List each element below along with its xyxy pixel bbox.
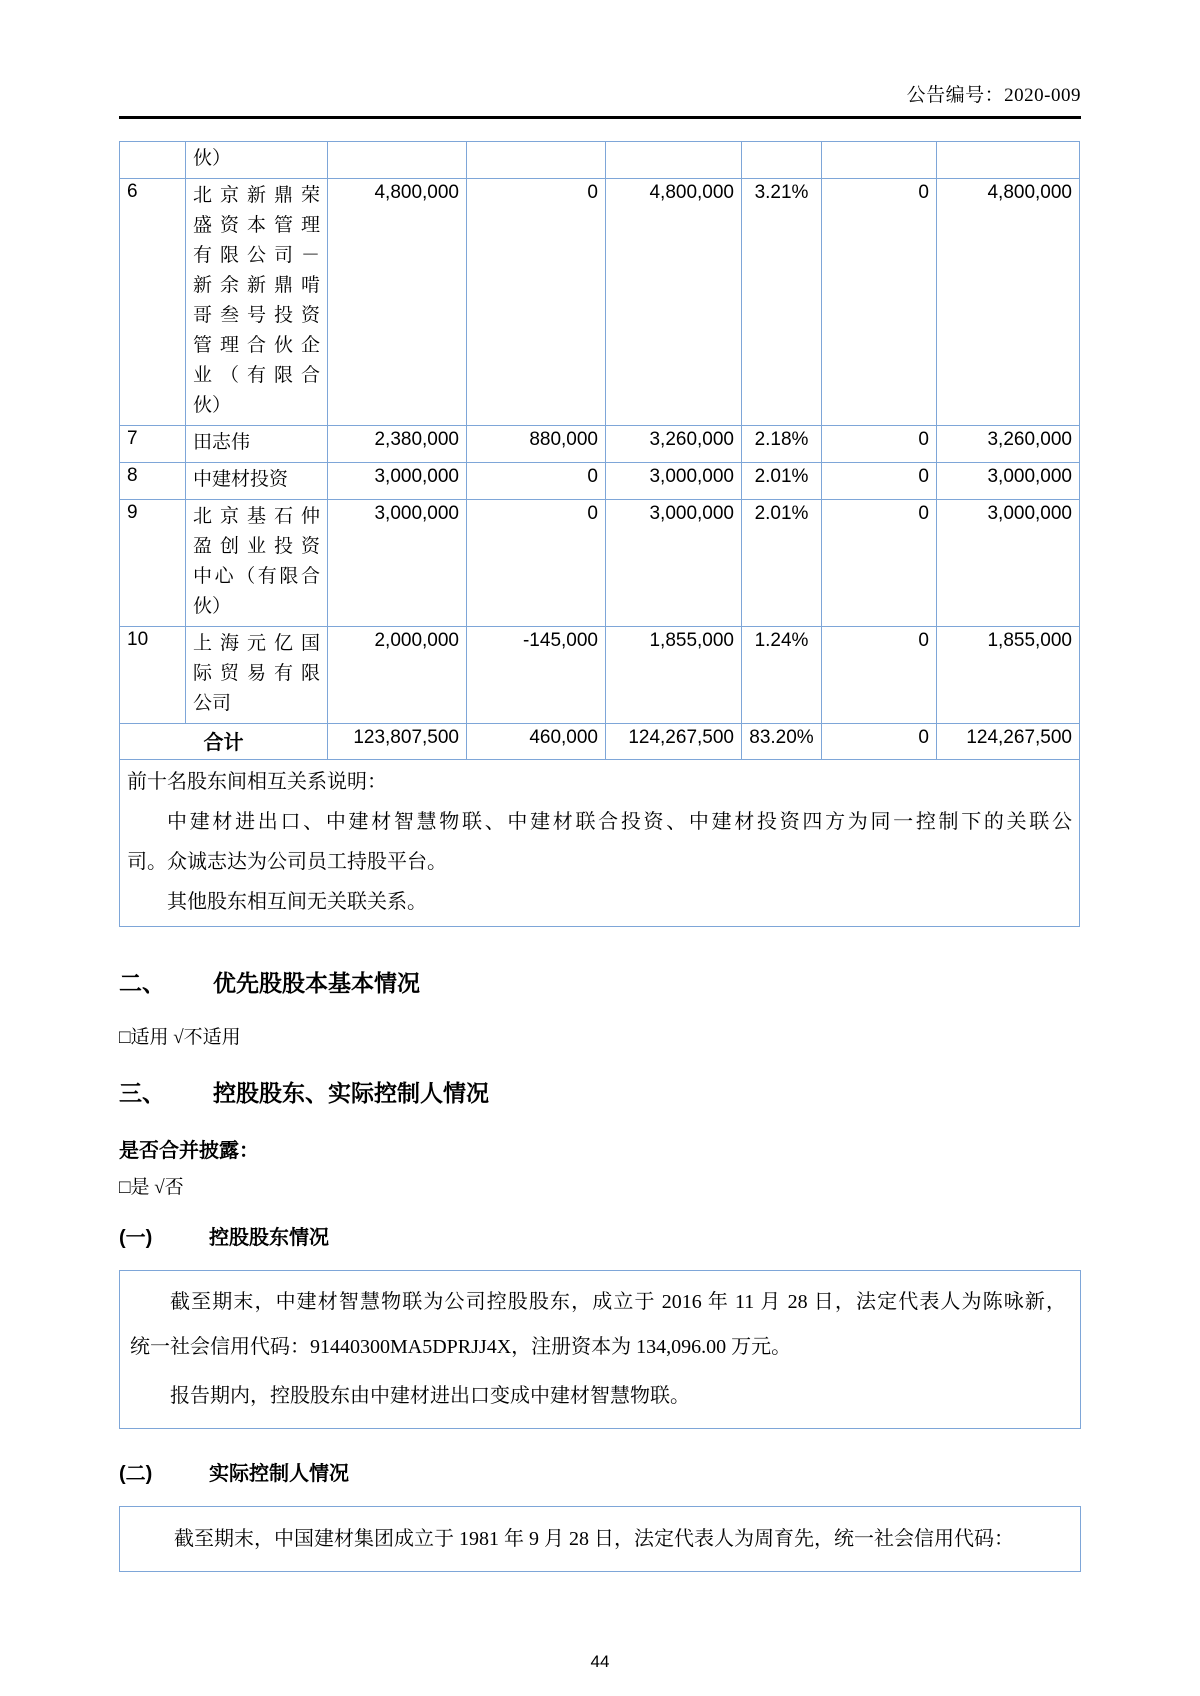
shareholder-name: 北京基石仲 盈创业投资 中心（有限合 伙） [186,500,328,627]
shares-end [606,142,742,179]
shares-change: 880,000 [467,426,606,463]
actual-controller-box [119,1506,1081,1572]
row-index: 8 [120,463,186,500]
subsection-2-title: 实际控制人情况 [209,1463,349,1485]
shareholder-name: 北京新鼎荣 盛资本管理 有限公司－ 新余新鼎啃 哥叁号投资 管理合伙企 业（有限合 伙） [186,179,328,426]
shares-begin: 3,000,000 [328,463,467,500]
table-row [120,179,1080,426]
shares-end: 3,260,000 [606,426,742,463]
shares-begin: 2,380,000 [328,426,467,463]
shareholder-name: 田志伟 [186,426,328,463]
shares-change: -145,000 [467,627,606,724]
page-header [119,0,1081,107]
table-total-row [120,724,1080,760]
top-shareholders-table [119,141,1080,927]
notice-number: 公告编号：2020-009 [906,85,1081,106]
notes-paragraph-1: 中建材进出口、中建材智慧物联、中建材联合投资、中建材投资四方为同一控制下的关联公 司。众诚志达为公司员工持股平台。 [127,811,1072,873]
row-index: 9 [120,500,186,627]
shares-ratio: 2.01% [742,500,822,627]
page-content [119,0,1081,1672]
notes-title: 前十名股东间相互关系说明： [127,771,387,793]
row-index [120,142,186,179]
shares-change: 0 [467,463,606,500]
shares-pledged [822,142,937,179]
subsection-1-title: 控股股东情况 [209,1227,329,1249]
shares-end: 1,855,000 [606,627,742,724]
shares-pledged: 0 [822,179,937,426]
shares-unrestricted [937,142,1080,179]
shares-end: 3,000,000 [606,500,742,627]
shares-ratio: 3.21% [742,179,822,426]
section-2-number: 二、 [119,970,165,996]
shares-begin: 2,000,000 [328,627,467,724]
controlling-shareholder-paragraph-2: 报告期内，控股股东由中建材进出口变成中建材智慧物联。 [170,1385,690,1407]
total-shares-unrestricted: 124,267,500 [937,724,1080,760]
shares-ratio: 2.01% [742,463,822,500]
header-rule [119,116,1081,119]
shares-pledged: 0 [822,500,937,627]
shares-begin [328,142,467,179]
shareholder-name: 上海元亿国 际贸易有限 公司 [186,627,328,724]
shares-change: 0 [467,179,606,426]
shares-end: 4,800,000 [606,179,742,426]
merge-disclosure-options: □是 √否 [119,1177,184,1198]
total-shares-ratio: 83.20% [742,724,822,760]
merge-disclosure-question: 是否合并披露： [119,1140,259,1162]
section-2-title: 优先股股本基本情况 [213,970,420,996]
section-3-heading [119,1075,1081,1108]
shares-change: 0 [467,500,606,627]
subsection-2-heading [119,1457,1081,1486]
section-2-applicability-options: □适用 √不适用 [119,1027,241,1048]
total-shares-change: 460,000 [467,724,606,760]
table-row [120,500,1080,627]
shares-unrestricted: 3,000,000 [937,463,1080,500]
shares-pledged: 0 [822,463,937,500]
table-row [120,627,1080,724]
shares-ratio [742,142,822,179]
total-shares-pledged: 0 [822,724,937,760]
subsection-1-number: (一) [119,1227,153,1249]
controlling-shareholder-paragraph-1: 截至期末，中建材智慧物联为公司控股股东，成立于 2016 年 11 月 28 日，法定代表人为陈咏新， 统一社会信用代码：91440300MA5DPRJJ4X，注册资本为 134,096.00 万元。 [130,1291,1066,1358]
shareholder-name: 中建材投资 [186,463,328,500]
shares-begin: 4,800,000 [328,179,467,426]
table-row [120,463,1080,500]
shareholder-name: 伙） [186,142,328,179]
shares-ratio: 1.24% [742,627,822,724]
table-row-continuation [120,142,1080,179]
shares-unrestricted: 4,800,000 [937,179,1080,426]
section-2-heading [119,965,1081,998]
actual-controller-paragraph: 截至期末，中国建材集团成立于 1981 年 9 月 28 日，法定代表人为周育先，统一社会信用代码： [174,1528,1014,1550]
total-label: 合计 [120,724,328,760]
table-notes-row [120,760,1080,927]
relationship-notes-cell [120,760,1080,927]
shares-change [467,142,606,179]
total-shares-begin: 123,807,500 [328,724,467,760]
subsection-1-heading [119,1221,1081,1250]
controlling-shareholder-box [119,1270,1081,1429]
page-number: 44 [590,1652,610,1671]
shares-unrestricted: 3,000,000 [937,500,1080,627]
shares-unrestricted: 3,260,000 [937,426,1080,463]
total-shares-end: 124,267,500 [606,724,742,760]
shares-unrestricted: 1,855,000 [937,627,1080,724]
shares-ratio: 2.18% [742,426,822,463]
shares-pledged: 0 [822,627,937,724]
row-index: 6 [120,179,186,426]
shares-pledged: 0 [822,426,937,463]
row-index: 7 [120,426,186,463]
row-index: 10 [120,627,186,724]
shares-end: 3,000,000 [606,463,742,500]
table-row [120,426,1080,463]
section-3-number: 三、 [119,1080,165,1106]
shares-begin: 3,000,000 [328,500,467,627]
notes-paragraph-2: 其他股东相互间无关联关系。 [167,891,427,913]
section-3-title: 控股股东、实际控制人情况 [213,1080,489,1106]
subsection-2-number: (二) [119,1463,153,1485]
